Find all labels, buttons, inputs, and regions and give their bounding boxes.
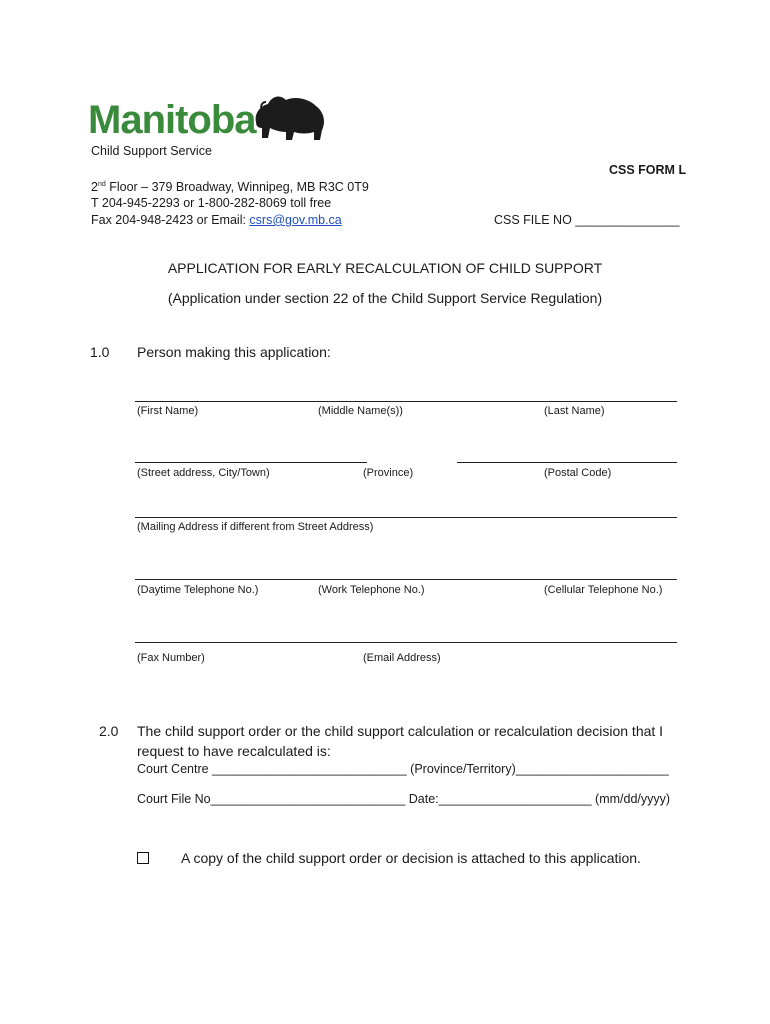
fax-number-label: (Fax Number) [137,652,205,664]
court-file-date-field[interactable]: Court File No____________________________ Date:______________________ (mm/dd/yyyy) [137,792,671,806]
address-floor-suffix: nd [97,180,106,188]
cell-phone-label: (Cellular Telephone No.) [544,584,663,596]
fax-email-line [91,213,342,227]
work-phone-label: (Work Telephone No.) [318,584,425,596]
fax-prefix: Fax 204-948-2423 or Email: [91,213,250,227]
middle-name-label: (Middle Name(s)) [318,405,403,417]
postal-field-line[interactable] [457,462,677,463]
mailing-field-line[interactable] [135,517,677,518]
last-name-label: (Last Name) [544,405,605,417]
section2-number: 2.0 [99,723,119,739]
name-field-line[interactable] [135,401,677,402]
court-centre-field[interactable]: Court Centre ____________________________ (Province/Territory)______________________ [137,762,669,776]
street-field-line[interactable] [135,462,367,463]
address-floor: 2 [91,180,98,194]
department-name: Child Support Service [91,144,212,158]
address-line [91,180,369,194]
css-file-no: CSS FILE NO _______________ [494,213,680,227]
form-id: CSS FORM L [609,163,687,177]
form-title: APPLICATION FOR EARLY RECALCULATION OF CHILD SUPPORT [167,260,603,276]
section1-number: 1.0 [90,344,110,360]
phone-field-line[interactable] [135,579,677,580]
street-label: (Street address, City/Town) [137,467,270,479]
email-link[interactable]: csrs@gov.mb.ca [249,213,342,227]
section2-line2: request to have recalculated is: [137,743,331,759]
bison-logo-icon [250,92,330,144]
section1-heading: Person making this application: [137,344,331,360]
postal-code-label: (Postal Code) [544,467,612,479]
order-attached-label: A copy of the child support order or decision is attached to this application. [181,850,641,866]
form-subtitle: (Application under section 22 of the Child Support Service Regulation) [167,290,603,306]
daytime-phone-label: (Daytime Telephone No.) [137,584,259,596]
section2-line1: The child support order or the child support calculation or recalculation decision that I [137,723,664,739]
phone-line: T 204-945-2293 or 1-800-282-8069 toll free [91,196,332,210]
order-attached-checkbox[interactable] [137,852,149,864]
province-label: (Province) [363,467,414,479]
email-address-label: (Email Address) [363,652,441,664]
first-name-label: (First Name) [137,405,199,417]
mailing-address-label: (Mailing Address if different from Street Address) [137,521,374,533]
address-rest: Floor – 379 Broadway, Winnipeg, MB R3C 0T9 [105,180,369,194]
fax-email-field-line[interactable] [135,642,677,643]
manitoba-logo-text: Manitoba [88,98,256,142]
